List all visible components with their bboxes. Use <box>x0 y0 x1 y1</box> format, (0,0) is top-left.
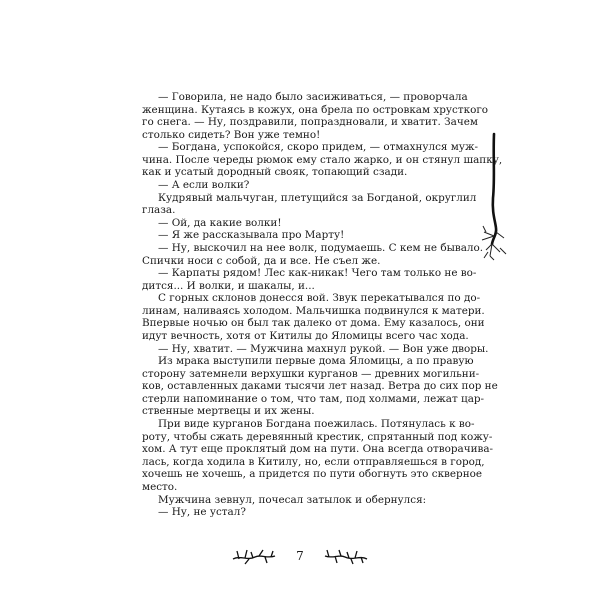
text-line: При виде курганов Богдана поежилась. Потянулась к во- <box>158 418 475 431</box>
body-text <box>142 91 503 519</box>
text-line: лась, когда ходила в Китилу, но, если отправляешься в город, <box>142 455 485 468</box>
text-line: — Ну, не устал? <box>158 506 246 519</box>
text-line: Кудрявый мальчуган, плетущийся за Богданой, округлил <box>158 191 477 204</box>
text-line: линам, наливаясь холодом. Мальчишка подвинулся к матери. <box>142 304 485 317</box>
text-line: глаза. <box>142 204 176 217</box>
text-line: столько сидеть? Вон уже темно! <box>142 128 321 141</box>
page-number: 7 <box>296 548 304 563</box>
text-line: — Ну, выскочил на нее волк, подумаешь. С кем не бывало. <box>158 241 484 254</box>
text-line: — Ну, хватит. — Мужчина махнул рукой. — Вон уже дворы. <box>158 342 489 355</box>
text-line: женщина. Кутаясь в кожух, она брела по островкам хрусткого <box>142 103 489 116</box>
text-line: сторону затемнели верхушки курганов — древних могильни- <box>142 367 480 380</box>
text-line: роту, чтобы сжать деревянный крестик, спрятанный под кожу- <box>142 430 493 443</box>
text-line: ков, оставленных даками тысячи лет назад. Ветра до сих пор не <box>142 380 498 393</box>
text-line: — А если волки? <box>158 179 250 192</box>
page-footer <box>0 545 600 565</box>
text-line: — Богдана, успокойся, скоро придем, — отмахнулся муж- <box>158 141 479 154</box>
text-line: хом. А тут еще проклятый дом на пути. Она всегда отворачива- <box>142 443 494 456</box>
text-line: ственные мертвецы и их жены. <box>142 405 315 418</box>
text-line: стерли напоминание о том, что там, под холмами, лежат цар- <box>142 392 485 405</box>
text-line: хочешь не хочешь, а придется по пути обогнуть это скверное <box>142 468 483 481</box>
text-line: — Говорила, не надо было засиживаться, — проворчала <box>158 91 468 103</box>
text-line: Мужчина зевнул, почесал затылок и обернулся: <box>158 493 427 506</box>
text-line: Впервые ночью он был так далеко от дома. Ему казалось, они <box>142 317 485 330</box>
text-line: — Ой, да какие волки! <box>158 216 282 229</box>
text-line: Спички носи с собой, да и все. Не съел же. <box>142 254 381 267</box>
text-line: дится... И волки, и шакалы, и... <box>142 279 315 292</box>
text-line: как и усатый дородный свояк, топающий сзади. <box>142 166 408 179</box>
text-line: чина. После череды рюмок ему стало жарко, и он стянул шапку, <box>142 153 503 166</box>
text-line: идут вечность, хотя от Китилы до Яломицы всего час хода. <box>142 329 469 342</box>
text-line: — Карпаты рядом! Лес как-никак! Чего там только не во- <box>158 267 477 280</box>
left-ornament-icon <box>231 547 277 565</box>
root-illustration-icon <box>478 128 518 268</box>
text-line: место. <box>142 480 178 493</box>
text-line: — Я же рассказывала про Марту! <box>158 229 345 242</box>
right-ornament-icon <box>323 547 369 565</box>
text-line: С горных склонов донесся вой. Звук перекатывался по до- <box>158 292 481 305</box>
text-line: Из мрака выступили первые дома Яломицы, а по правую <box>158 355 474 368</box>
text-line: го снега. — Ну, поздравили, попраздновали, и хватит. Зачем <box>142 116 478 129</box>
